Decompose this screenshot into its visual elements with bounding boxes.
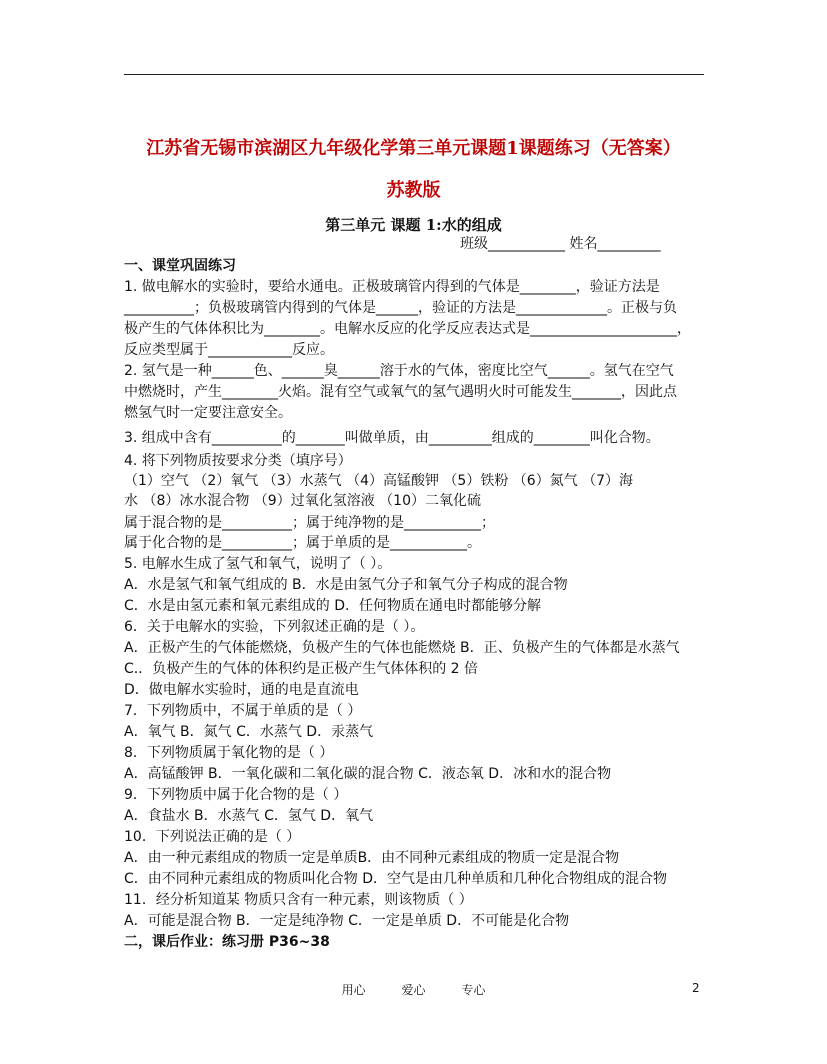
- question-line: 2. 氢气是一种______色、______臭______溶于水的气体，密度比空气______。氢气在空气: [124, 363, 674, 379]
- option-line: A．氧气 B．氮气 C．水蒸气 D．汞蒸气: [124, 724, 374, 740]
- document-title-version: 苏教版: [386, 180, 441, 201]
- question-line: 燃氢气时一定要注意安全。: [124, 405, 292, 421]
- option-line: A．食盐水 B．水蒸气 C．氢气 D．氧气: [124, 808, 374, 824]
- option-line: C．由不同种元素组成的物质叫化合物 D．空气是由几种单质和几种化合物组成的混合物: [124, 871, 668, 887]
- question-line: 反应类型属于____________反应。: [124, 342, 334, 358]
- header-rule: [124, 74, 704, 75]
- question-line: 7．下列物质中，不属于单质的是（ ）: [124, 703, 362, 719]
- option-line: D．做电解水实验时，通的电是直流电: [124, 682, 359, 698]
- question-line: （1）空气 （2）氧气 （3）水蒸气 （4）高锰酸钾 （5）铁粉 （6）氮气 （7）海: [124, 473, 634, 489]
- homework-line: 二，课后作业：练习册 P36~38: [124, 934, 330, 950]
- question-line: 6．关于电解水的实验，下列叙述正确的是（ ）。: [124, 619, 425, 635]
- option-line: A．由一种元素组成的物质一定是单质B．由不同种元素组成的物质一定是混合物: [124, 850, 620, 866]
- question-line: 9．下列物质中属于化合物的是（ ）: [124, 787, 348, 803]
- question-line: 中燃烧时，产生________火焰。混有空气或氧气的氢气遇明火时可能发生_______，因此点: [124, 384, 677, 400]
- question-line: __________；负极玻璃管内得到的气体是______，验证的方法是_____________。正极与负: [124, 300, 677, 316]
- option-line: A．高锰酸钾 B．一氧化碳和二氧化碳的混合物 C．液态氧 D．冰和水的混合物: [124, 766, 612, 782]
- document-title: 江苏省无锡市滨湖区九年级化学第三单元课题1课题练习（无答案）: [146, 138, 681, 159]
- section-heading: 一、课堂巩固练习: [124, 258, 236, 274]
- option-line: A．正极产生的气体能燃烧，负极产生的气体也能燃烧 B．正、负极产生的气体都是水蒸气: [124, 640, 680, 656]
- option-line: A．水是氢气和氧气组成的 B．水是由氢气分子和氧气分子构成的混合物: [124, 577, 568, 593]
- question-line: 水 （8）冰水混合物 （9）过氧化氢溶液 （10）二氧化硫: [124, 493, 481, 509]
- option-line: C．水是由氢元素和氧元素组成的 D．任何物质在通电时都能够分解: [124, 598, 542, 614]
- footer-text: 爱心: [401, 983, 426, 997]
- option-line: C.．负极产生的气体的体积约是正极产生气体体积的 2 倍: [124, 661, 479, 677]
- footer-text: 专心: [461, 983, 486, 997]
- unit-title: 第三单元 课题 1:水的组成: [325, 216, 502, 234]
- question-line: 属于混合物的是__________；属于纯净物的是___________；: [124, 515, 495, 531]
- question-line: 3. 组成中含有__________的_______叫做单质，由_________组成的________叫化合物。: [124, 430, 660, 446]
- question-line: 属于化合物的是__________；属于单质的是___________。: [124, 535, 481, 551]
- option-line: A．可能是混合物 B．一定是纯净物 C．一定是单质 D．不可能是化合物: [124, 913, 570, 929]
- question-line: 10．下列说法正确的是（ ）: [124, 829, 301, 845]
- question-line: 5. 电解水生成了氢气和氧气，说明了（ ）。: [124, 556, 392, 572]
- page-number: 2: [692, 981, 700, 995]
- question-line: 4. 将下列物质按要求分类（填序号）: [124, 453, 352, 469]
- question-line: 8．下列物质属于氧化物的是（ ）: [124, 745, 334, 761]
- question-line: 极产生的气体体积比为________。电解水反应的化学反应表达式是_____________________，: [124, 321, 691, 337]
- footer-text: 用心: [341, 983, 366, 997]
- question-line: 1. 做电解水的实验时，要给水通电。正极玻璃管内得到的气体是________，验证方法是: [124, 279, 660, 295]
- footer: [0, 981, 827, 998]
- question-line: 11．经分析知道某 物质只含有一种元素，则该物质（ ）: [124, 892, 473, 908]
- class-name-line: 班级___________ 姓名_________: [460, 236, 661, 252]
